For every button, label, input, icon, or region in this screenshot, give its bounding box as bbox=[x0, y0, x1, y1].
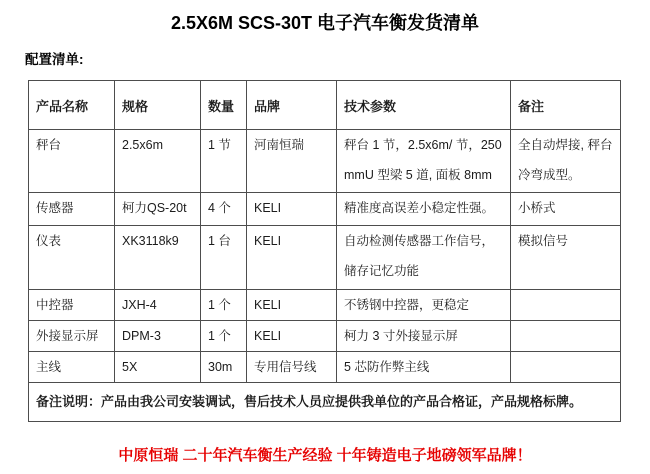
cell-quantity: 4 个 bbox=[201, 193, 247, 226]
cell-product-name: 外接显示屏 bbox=[29, 321, 115, 352]
table-row bbox=[29, 321, 621, 352]
section-label: 配置清单: bbox=[25, 52, 84, 67]
cell-product-name: 传感器 bbox=[29, 193, 115, 226]
cell-remark: 全自动焊接, 秤台冷弯成型。 bbox=[511, 130, 621, 193]
cell-spec: JXH-4 bbox=[115, 290, 201, 321]
cell-product-name: 主线 bbox=[29, 352, 115, 383]
cell-quantity: 30m bbox=[201, 352, 247, 383]
cell-brand: KELI bbox=[247, 290, 337, 321]
cell-tech-params: 5 芯防作弊主线 bbox=[337, 352, 511, 383]
cell-remark: 模拟信号 bbox=[511, 226, 621, 290]
cell-quantity: 1 节 bbox=[201, 130, 247, 193]
table-row bbox=[29, 193, 621, 226]
table-footnote: 备注说明：产品由我公司安装调试，售后技术人员应提供我单位的产品合格证，产品规格标牌。 bbox=[29, 383, 621, 422]
cell-product-name: 中控器 bbox=[29, 290, 115, 321]
table-row bbox=[29, 352, 621, 383]
col-header-tech-params: 技术参数 bbox=[337, 81, 511, 130]
cell-brand: KELI bbox=[247, 193, 337, 226]
table-header-row bbox=[29, 81, 621, 130]
cell-spec: 5X bbox=[115, 352, 201, 383]
table-row bbox=[29, 130, 621, 193]
cell-product-name: 仪表 bbox=[29, 226, 115, 290]
config-table bbox=[28, 80, 621, 422]
cell-spec: 柯力QS-20t bbox=[115, 193, 201, 226]
cell-tech-params: 自动检测传感器工作信号，储存记忆功能 bbox=[337, 226, 511, 290]
cell-tech-params: 秤台 1 节，2.5x6m/ 节，250mmU 型梁 5 道, 面板 8mm bbox=[337, 130, 511, 193]
cell-spec: 2.5x6m bbox=[115, 130, 201, 193]
table-row bbox=[29, 290, 621, 321]
cell-remark bbox=[511, 321, 621, 352]
col-header-quantity: 数量 bbox=[201, 81, 247, 130]
cell-quantity: 1 个 bbox=[201, 321, 247, 352]
cell-spec: XK3118k9 bbox=[115, 226, 201, 290]
cell-remark: 小桥式 bbox=[511, 193, 621, 226]
brand-slogan: 中原恒瑞 二十年汽车衡生产经验 十年铸造电子地磅领军品牌！ bbox=[118, 447, 532, 464]
cell-brand: 专用信号线 bbox=[247, 352, 337, 383]
cell-spec: DPM-3 bbox=[115, 321, 201, 352]
table-footnote-row bbox=[29, 383, 621, 422]
cell-tech-params: 柯力 3 寸外接显示屏 bbox=[337, 321, 511, 352]
col-header-remark: 备注 bbox=[511, 81, 621, 130]
cell-tech-params: 不锈钢中控器，更稳定 bbox=[337, 290, 511, 321]
col-header-product-name: 产品名称 bbox=[29, 81, 115, 130]
cell-remark bbox=[511, 352, 621, 383]
cell-quantity: 1 个 bbox=[201, 290, 247, 321]
col-header-brand: 品牌 bbox=[247, 81, 337, 130]
cell-remark bbox=[511, 290, 621, 321]
cell-brand: KELI bbox=[247, 321, 337, 352]
cell-quantity: 1 台 bbox=[201, 226, 247, 290]
cell-tech-params: 精准度高误差小稳定性强。 bbox=[337, 193, 511, 226]
col-header-spec: 规格 bbox=[115, 81, 201, 130]
cell-product-name: 秤台 bbox=[29, 130, 115, 193]
cell-brand: 河南恒瑞 bbox=[247, 130, 337, 193]
document-title: 2.5X6M SCS-30T 电子汽车衡发货清单 bbox=[170, 13, 480, 33]
table-row bbox=[29, 226, 621, 290]
cell-brand: KELI bbox=[247, 226, 337, 290]
